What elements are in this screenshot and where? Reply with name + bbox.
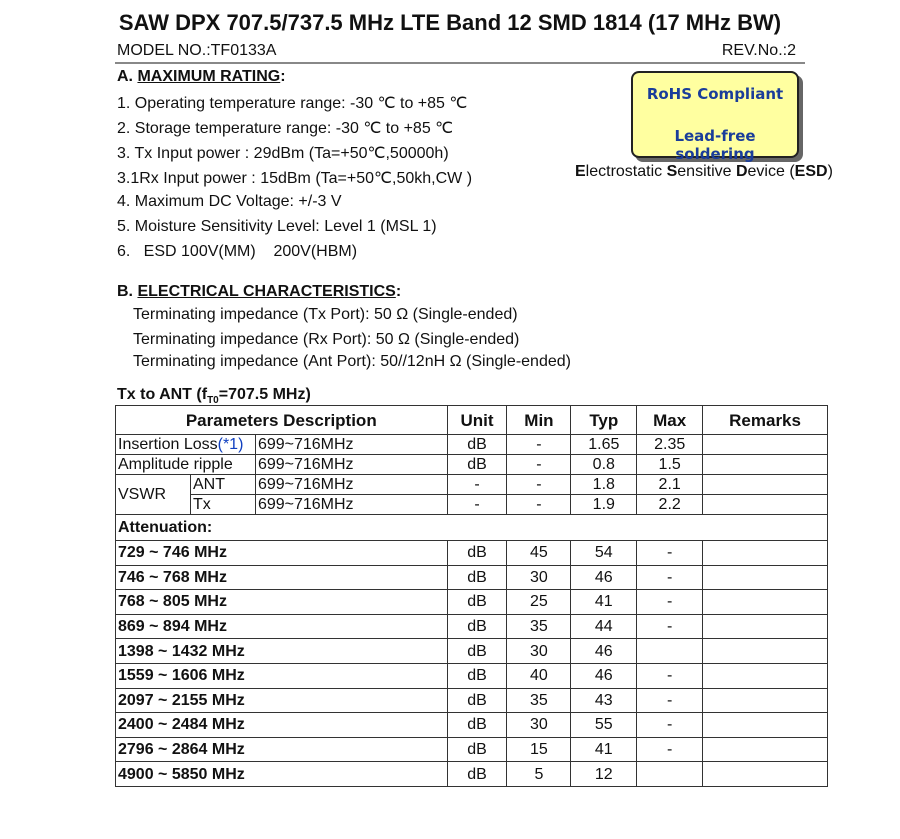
ripple-label: Amplitude ripple: [116, 455, 256, 475]
revision-number: REV.No.:2: [721, 42, 796, 59]
attenuation-range: 2796 ~ 2864 MHz: [116, 737, 448, 762]
attenuation-label: Attenuation:: [116, 515, 828, 541]
cell-max: -: [637, 614, 703, 639]
table-row: [116, 435, 828, 455]
section-b-heading: [117, 283, 401, 301]
cell-min: 30: [507, 565, 571, 590]
attenuation-row: [116, 614, 828, 639]
cell-typ: 1.65: [571, 435, 637, 455]
cell-unit: dB: [447, 762, 507, 787]
insertion-loss-text: Insertion Loss: [118, 436, 218, 453]
rating-item: 4. Maximum DC Voltage: +/-3 V: [117, 193, 342, 210]
cell-min: -: [507, 495, 571, 515]
section-b-title: ELECTRICAL CHARACTERISTICS: [137, 283, 396, 300]
esd-d-rest: evice (: [747, 163, 795, 180]
attenuation-range: 729 ~ 746 MHz: [116, 541, 448, 566]
cell-typ: 54: [571, 541, 637, 566]
table-header-row: [116, 406, 828, 435]
cell-max: 2.2: [637, 495, 703, 515]
vswr-ant-freq: 699~716MHz: [255, 475, 447, 495]
cell-typ: 41: [571, 590, 637, 615]
attenuation-rows: [116, 541, 828, 787]
rating-item: 3.1Rx Input power : 15dBm (Ta=+50℃,50kh,CW ): [117, 170, 473, 187]
table-title-post: =707.5 MHz): [218, 386, 311, 403]
cell-typ: 12: [571, 762, 637, 787]
cell-max: 2.1: [637, 475, 703, 495]
model-number: MODEL NO.:TF0133A: [117, 42, 277, 59]
document-title: SAW DPX 707.5/737.5 MHz LTE Band 12 SMD 1814 (17 MHz BW): [118, 10, 782, 35]
cell-max: [637, 639, 703, 664]
section-a-prefix: A.: [117, 68, 138, 85]
header-remarks: Remarks: [703, 406, 828, 435]
cell-min: 40: [507, 663, 571, 688]
cell-max: 2.35: [637, 435, 703, 455]
cell-min: 30: [507, 639, 571, 664]
cell-remarks: [703, 688, 828, 713]
esd-d: D: [735, 163, 748, 180]
cell-unit: -: [447, 475, 507, 495]
attenuation-range: 768 ~ 805 MHz: [116, 590, 448, 615]
header-divider: [115, 62, 805, 64]
cell-typ: 0.8: [571, 455, 637, 475]
cell-max: -: [637, 590, 703, 615]
cell-min: 35: [507, 688, 571, 713]
cell-max: -: [637, 663, 703, 688]
attenuation-range: 1559 ~ 1606 MHz: [116, 663, 448, 688]
section-b-colon: :: [395, 283, 402, 300]
cell-min: -: [507, 435, 571, 455]
esd-e-rest: lectrostatic: [585, 163, 667, 180]
esd-abbr: ESD: [794, 163, 828, 180]
cell-max: -: [637, 541, 703, 566]
cell-remarks: [703, 495, 828, 515]
cell-unit: dB: [447, 688, 507, 713]
attenuation-row: [116, 541, 828, 566]
section-a-heading: [117, 68, 286, 86]
vswr-tx-port: Tx: [190, 495, 255, 515]
cell-max: -: [637, 565, 703, 590]
cell-unit: dB: [447, 614, 507, 639]
lead-free-label: Lead-free soldering: [674, 127, 756, 163]
cell-max: -: [637, 737, 703, 762]
cell-unit: dB: [447, 435, 507, 455]
impedance-item: Terminating impedance (Rx Port): 50 Ω (Single-ended): [133, 331, 520, 348]
cell-typ: 41: [571, 737, 637, 762]
cell-typ: 55: [571, 713, 637, 738]
attenuation-range: 4900 ~ 5850 MHz: [116, 762, 448, 787]
cell-unit: dB: [447, 713, 507, 738]
rating-item: 1. Operating temperature range: -30 ℃ to +85 ℃: [117, 95, 468, 112]
header-parameters: Parameters Description: [116, 406, 448, 435]
cell-typ: 46: [571, 565, 637, 590]
cell-min: -: [507, 475, 571, 495]
cell-unit: dB: [447, 565, 507, 590]
cell-remarks: [703, 614, 828, 639]
impedance-item: Terminating impedance (Ant Port): 50//12nH Ω (Single-ended): [133, 353, 571, 370]
cell-remarks: [703, 762, 828, 787]
cell-unit: -: [447, 495, 507, 515]
attenuation-range: 1398 ~ 1432 MHz: [116, 639, 448, 664]
section-b-prefix: B.: [117, 283, 138, 300]
vswr-ant-port: ANT: [190, 475, 255, 495]
cell-max: -: [637, 713, 703, 738]
cell-typ: 46: [571, 663, 637, 688]
spec-table: [115, 405, 828, 787]
attenuation-row: [116, 565, 828, 590]
header-max: Max: [637, 406, 703, 435]
attenuation-row: [116, 663, 828, 688]
insertion-loss-label: [116, 435, 256, 455]
cell-typ: 44: [571, 614, 637, 639]
attenuation-row: [116, 639, 828, 664]
attenuation-range: 746 ~ 768 MHz: [116, 565, 448, 590]
insertion-loss-freq: 699~716MHz: [255, 435, 447, 455]
cell-unit: dB: [447, 541, 507, 566]
rating-item: 5. Moisture Sensitivity Level: Level 1 (MSL 1): [117, 218, 437, 235]
cell-typ: 46: [571, 639, 637, 664]
table-row: [116, 475, 828, 495]
esd-e: E: [575, 163, 586, 180]
attenuation-row: [116, 688, 828, 713]
cell-unit: dB: [447, 590, 507, 615]
rating-item: 2. Storage temperature range: -30 ℃ to +85 ℃: [117, 120, 454, 137]
header-min: Min: [507, 406, 571, 435]
attenuation-row: [116, 737, 828, 762]
esd-s-rest: ensitive: [677, 163, 736, 180]
attenuation-row: [116, 713, 828, 738]
header-typ: Typ: [571, 406, 637, 435]
rohs-compliant-label: RoHS Compliant: [646, 85, 784, 103]
cell-unit: dB: [447, 455, 507, 475]
cell-typ: 43: [571, 688, 637, 713]
attenuation-range: 2400 ~ 2484 MHz: [116, 713, 448, 738]
vswr-label: VSWR: [116, 475, 191, 515]
cell-min: -: [507, 455, 571, 475]
cell-remarks: [703, 475, 828, 495]
ripple-freq: 699~716MHz: [255, 455, 447, 475]
table-row: [116, 495, 828, 515]
rohs-badge: [631, 71, 799, 163]
cell-min: 5: [507, 762, 571, 787]
cell-min: 15: [507, 737, 571, 762]
attenuation-header-row: [116, 515, 828, 541]
vswr-tx-freq: 699~716MHz: [255, 495, 447, 515]
rating-item: 6. ESD 100V(MM) 200V(HBM): [117, 243, 358, 260]
cell-remarks: [703, 713, 828, 738]
attenuation-row: [116, 762, 828, 787]
header-unit: Unit: [447, 406, 507, 435]
table-title: [117, 386, 311, 406]
cell-max: [637, 762, 703, 787]
attenuation-row: [116, 590, 828, 615]
esd-s: S: [666, 163, 678, 180]
cell-remarks: [703, 565, 828, 590]
cell-typ: 1.8: [571, 475, 637, 495]
cell-unit: dB: [447, 737, 507, 762]
table-title-sub: T0: [207, 395, 219, 407]
cell-remarks: [703, 590, 828, 615]
attenuation-range: 2097 ~ 2155 MHz: [116, 688, 448, 713]
section-a-colon: :: [280, 68, 286, 85]
table-row: [116, 455, 828, 475]
insertion-loss-note: (*1): [217, 436, 244, 453]
cell-min: 35: [507, 614, 571, 639]
cell-unit: dB: [447, 639, 507, 664]
section-a-title: MAXIMUM RATING: [137, 68, 281, 85]
cell-unit: dB: [447, 663, 507, 688]
cell-remarks: [703, 455, 828, 475]
cell-min: 45: [507, 541, 571, 566]
cell-remarks: [703, 639, 828, 664]
attenuation-range: 869 ~ 894 MHz: [116, 614, 448, 639]
cell-max: -: [637, 688, 703, 713]
cell-min: 30: [507, 713, 571, 738]
rating-item: 3. Tx Input power : 29dBm (Ta=+50℃,50000h): [117, 145, 449, 162]
cell-min: 25: [507, 590, 571, 615]
table-title-pre: Tx to ANT (f: [117, 386, 208, 403]
esd-close: ): [827, 163, 833, 180]
cell-remarks: [703, 541, 828, 566]
cell-remarks: [703, 435, 828, 455]
impedance-item: Terminating impedance (Tx Port): 50 Ω (Single-ended): [133, 306, 518, 323]
cell-max: 1.5: [637, 455, 703, 475]
cell-typ: 1.9: [571, 495, 637, 515]
esd-notice: [575, 163, 833, 181]
cell-remarks: [703, 737, 828, 762]
cell-remarks: [703, 663, 828, 688]
